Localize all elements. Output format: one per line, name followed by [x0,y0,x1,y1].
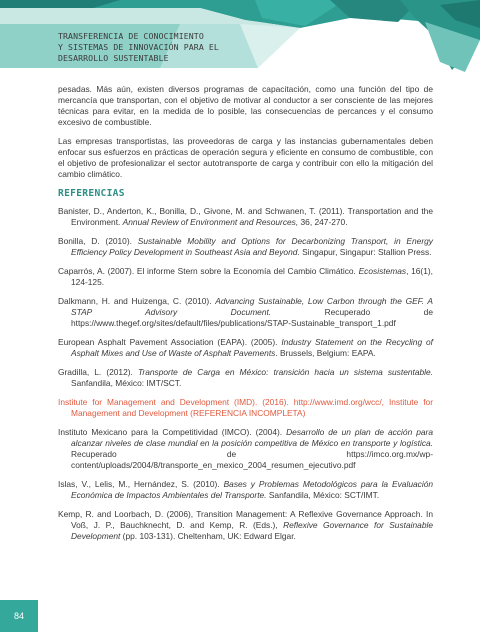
header-line-2: Y SISTEMAS DE INNOVACIÓN PARA EL [58,42,219,52]
reference-text-end: Sanfandila, México: SCT/IMT. [266,490,380,500]
reference-title: Advancing Sustainable, Low Carbon through the GEF. A STAP Advisory Document. [71,296,434,317]
page-number: 84 [13,611,24,621]
reference-text: European Asphalt Pavement Association (EAPA). (2005). [58,337,282,347]
reference-item [58,397,433,419]
reference-title: Desarrollo de un plan de acción para alcanzar niveles de clase mundial en la posición competitiva de México en transporte y logística. [71,427,433,448]
reference-item [58,427,433,471]
reference-title: Sustainable Mobility and Options for Decarbonizing Transport, in Energy Efficiency Policy Development in Southeast Asia and Beyond [71,236,433,257]
reference-item [58,509,433,542]
reference-title: Bases y Problemas Metodológicos para la Evaluación Económica de Impactos Ambientales del Transporte. [71,479,434,500]
running-header-title [58,31,298,64]
reference-text-end: Recuperado de https://www.thegef.org/sites/default/files/publications/STAP-Sustainable_transport_1.pdf [71,307,433,328]
reference-item [58,367,433,389]
reference-text: Gradilla, L. (2012). [58,367,138,377]
body-paragraph-1: pesadas. Más aún, existen diversos programas de capacitación, como una función del tipo de mercancía que transportan, con el objetivo de motivar al conductor a ser consciente de las mejores técnicas para evitar, en la medida de lo posible, las consecuencias de percances y el consumo excesivo de combustible. [58,84,433,127]
reference-text: Islas, V., Lelis, M., Hernández, S. (2010). [58,479,224,489]
header-banner [0,0,480,82]
reference-text: Caparrós, A. (2007). El informe Stern sobre la Economía del Cambio Climático. [58,266,359,276]
reference-title: Annual Review of Environment and Resources, [122,217,299,227]
reference-title: Ecosistemas [358,266,407,276]
reference-text-end: 36, 247-270. [298,217,348,227]
reference-item [58,296,433,329]
references-heading: REFERENCIAS [58,188,125,199]
header-line-1: TRANSFERENCIA DE CONOCIMIENTO [58,31,204,41]
reference-text: Dalkmann, H. and Huizenga, C. (2010). [58,296,216,306]
reference-text-end: (pp. 103-131). Cheltenham, UK: Edward Elgar. [120,531,296,541]
reference-text: Instituto Mexicano para la Competitividad (IMCO). (2004). [58,427,287,437]
reference-title: Industry Statement on the Recycling of Asphalt Mixes and Use of Waste of Asphalt Pavements [71,337,433,358]
reference-text: Banister, D., Anderton, K., Bonilla, D., Givone, M. and Schwanen, T. (2011). Transportation and the Environment. [58,206,433,227]
header-line-3: DESARROLLO SUSTENTABLE [58,53,169,63]
reference-title: Reflexive Governance for Sustainable Development [71,520,433,541]
reference-text-end: , 16(1), 124-125. [71,266,433,287]
reference-text: Institute for Management and Development (IMD). (2016). http://www.imd.org/wcc/, Institute for Management and Development (REFERENCIA INCOMPLETA) [58,397,433,418]
reference-title: Transporte de Carga en México: transición hacia un sistema sustentable. [137,367,433,377]
reference-item [58,266,433,288]
reference-item [58,479,433,501]
reference-text-end: Sanfandila, México: IMT/SCT. [71,378,182,388]
reference-list [58,206,433,542]
reference-text-end: Recuperado de https://imco.org.mx/wp-content/uploads/2004/8/transporte_en_mexico_2004_resumen_ejecutivo.pdf [71,449,433,470]
reference-text: Bonilla, D. (2010). [58,236,138,246]
reference-item [58,236,433,258]
reference-item [58,337,433,359]
body-paragraph-2: Las empresas transportistas, las proveedoras de carga y las instancias gubernamentales deben enfocar sus esfuerzos en prácticas de operación segura y eficiente en consumo de combustible, con el objetivo de profesionalizar el sector autotransporte de carga y contribuir con ello la mitigación del cambio climático. [58,136,433,179]
reference-text-end: . Singapur, Singapur: Stallion Press. [297,247,432,257]
reference-item [58,206,433,228]
page-content [58,84,433,550]
reference-text-end: . Brussels, Belgium: EAPA. [275,348,376,358]
reference-text: Kemp, R. and Loorbach, D. (2006), Transition Management: A Reflexive Governance Approach. In Voß, J. P., Bauchknecht, D. and Kemp, R. (Eds.), [58,509,433,530]
